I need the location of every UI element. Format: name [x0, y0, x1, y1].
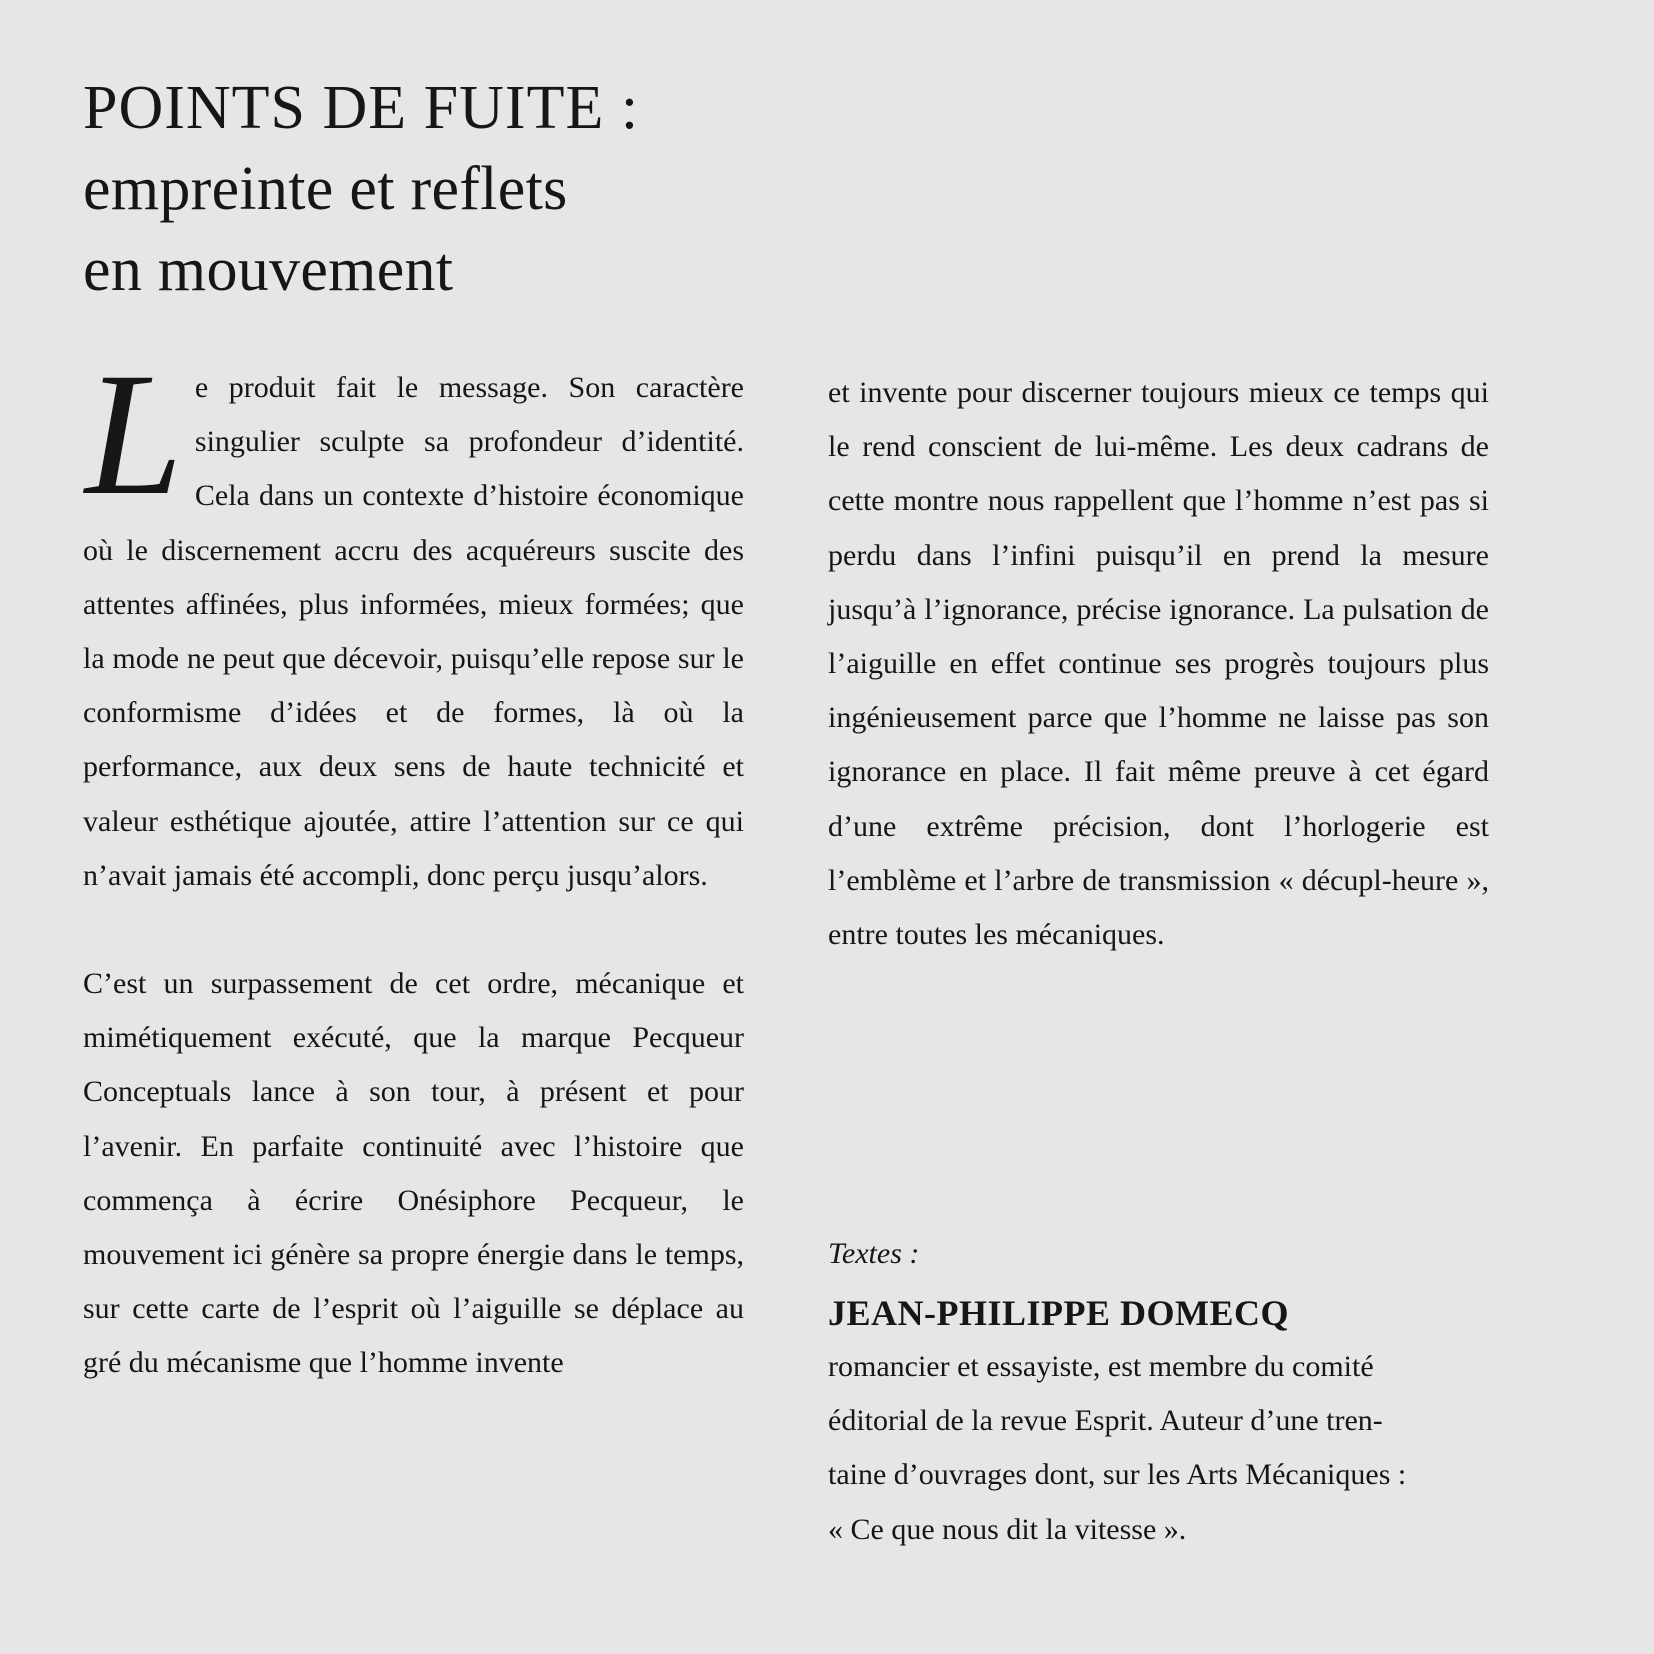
page-title: [83, 68, 783, 311]
author-bio-line: taine d’ouvrages dont, sur les Arts Mécaniques :: [828, 1458, 1407, 1492]
author-name: JEAN-PHILIPPE DOMECQ: [828, 1293, 1290, 1333]
title-line-2: empreinte et reflets: [83, 155, 568, 223]
author-bio-line: éditorial de la revue Esprit. Auteur d’une tren-: [828, 1404, 1383, 1438]
paragraph-1: [83, 337, 744, 903]
paragraph-2: C’est un surpassement de cet ordre, mécanique et mimétiquement exécuté, que la marque Pecqueur Conceptuals lance à son tour, à présent et pour l’avenir. En parfaite continuité avec l’histoire que commença à écrire Onésiphore Pecqueur, le mouvement ici génère sa propre énergie dans le temps, sur cette carte de l’esprit où l’aiguille se déplace au gré du mécanisme que l’homme invente: [83, 967, 744, 1380]
paragraph-1-text: e produit fait le message. Son caractère singulier sculpte sa profondeur d’identité. Cela dans un contexte d’histoire économique où le discernement accru des acquéreurs suscite des attentes affinées, plus informées, mieux formées; que la mode ne peut que décevoir, puisqu’elle repose sur le conformisme d’idées et de formes, là où la performance, aux deux sens de haute technicité et valeur esthétique ajoutée, attire l’attention sur ce qui n’avait jamais été accompli, donc perçu jusqu’alors.: [83, 371, 744, 892]
drop-cap: L: [85, 337, 183, 532]
right-column: [828, 366, 1489, 962]
author-bio-line: romancier et essayiste, est membre du comité: [828, 1350, 1374, 1383]
author-bio: [828, 1340, 1508, 1557]
author-bio-line: « Ce que nous dit la vitesse ».: [828, 1512, 1187, 1546]
paragraph-3: et invente pour discerner toujours mieux ce temps qui le rend conscient de lui-même. Les deux cadrans de cette montre nous rappellent que l’homme n’est pas si perdu dans l’infini puisqu’il en prend la mesure jusqu’à l’ignorance, précise ignorance. La pulsation de l’aiguille en effet continue ses progrès toujours plus ingénieusement parce que l’homme ne laisse pas son ignorance en place. Il fait même preuve à cet égard d’une extrême précision, dont l’horlogerie est l’emblème et l’arbre de transmission « décupl-heure », entre toutes les mécaniques.: [828, 376, 1489, 952]
credits-label: Textes :: [828, 1237, 920, 1270]
credits: [828, 1234, 1508, 1557]
title-line-1: POINTS DE FUITE :: [83, 74, 640, 142]
title-line-3: en mouvement: [83, 236, 454, 304]
left-column: [83, 337, 744, 1391]
